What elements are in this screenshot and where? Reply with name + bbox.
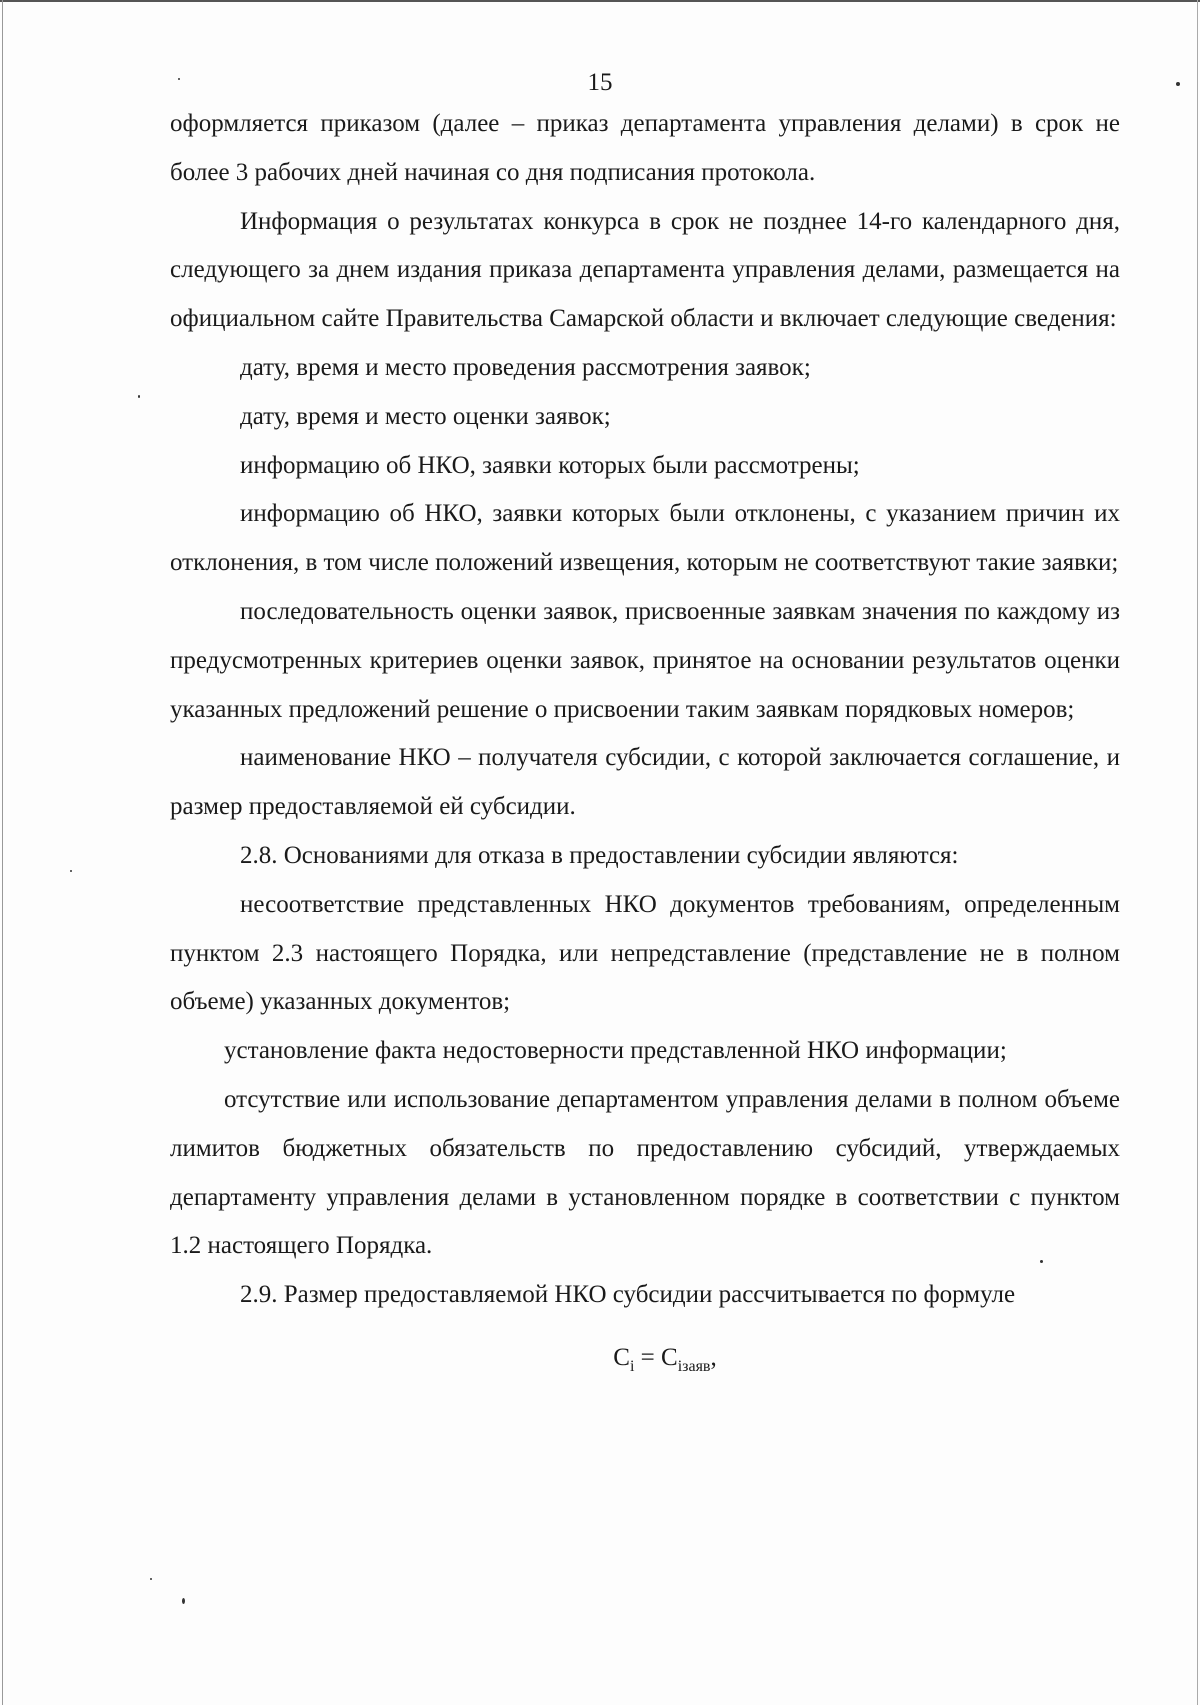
scan-speck xyxy=(70,870,72,872)
scan-speck xyxy=(150,1578,152,1580)
scan-speck xyxy=(1176,82,1180,86)
scan-speck xyxy=(138,395,140,398)
list-item-rejected-nko: информацию об НКО, заявки которых были отклонены, с указанием причин их отклонения, в том числе положений извещения, которым не соответствуют такие заявки; xyxy=(170,500,1120,577)
refusal-ground-2: установление факта недостоверности представленной НКО информации; xyxy=(224,1037,1007,1065)
page-number: 15 xyxy=(587,69,613,96)
subsidy-formula xyxy=(170,1334,1120,1392)
scan-speck xyxy=(1040,1260,1043,1263)
list-item-evaluation-sequence: последовательность оценки заявок, присвоенные заявкам значения по каждому из предусмотренных критериев оценки заявок, принятое на основании результатов оценки указанных предложений решение о присвоении таким заявкам порядковых номеров; xyxy=(170,597,1120,723)
paragraph-1: оформляется приказом (далее – приказ департамента управления делами) в срок не более 3 рабочих дней начиная со дня подписания протокола. xyxy=(170,110,1120,186)
list-item-evaluation-date: дату, время и место оценки заявок; xyxy=(240,402,611,430)
formula-lhs-subscript: i xyxy=(629,1357,635,1375)
section-2-8-heading: 2.8. Основаниями для отказа в предоставлении субсидии являются: xyxy=(240,841,959,869)
scan-top-border xyxy=(0,0,1200,2)
refusal-ground-3: отсутствие или использование департаментом управления делами в полном объеме лимитов бюджетных обязательств по предоставлению субсидий, утверждаемых департаменту управления делами в установленном порядке в соответствии с пунктом 1.2 настоящего Порядка. xyxy=(170,1085,1120,1260)
refusal-ground-1: несоответствие представленных НКО документов требованиям, определенным пунктом 2.3 настоящего Порядка, или непредставление (представление не в полном объеме) указанных документов; xyxy=(170,890,1120,1016)
formula-rhs: C xyxy=(661,1343,678,1371)
formula-rhs-subscript: iзаяв xyxy=(677,1357,711,1375)
scan-left-border xyxy=(2,0,3,1705)
document-body xyxy=(170,100,1120,1392)
formula-lhs: C xyxy=(613,1343,630,1371)
list-item-reviewed-nko: информацию об НКО, заявки которых были рассмотрены; xyxy=(240,451,860,479)
scan-speck xyxy=(182,1598,185,1604)
list-item-review-date: дату, время и место проведения рассмотрения заявок; xyxy=(240,353,811,381)
formula-trailing-comma: , xyxy=(710,1343,717,1371)
scan-speck xyxy=(178,78,180,80)
section-2-9-paragraph: 2.9. Размер предоставляемой НКО субсидии рассчитывается по формуле xyxy=(240,1281,1016,1309)
scan-right-border xyxy=(1197,0,1198,1705)
paragraph-2: Информация о результатах конкурса в срок не позднее 14-го календарного дня, следующего за днем издания приказа департамента управления делами, размещается на официальном сайте Правительства Самарской области и включает следующие сведения: xyxy=(170,207,1120,333)
list-item-recipient-name: наименование НКО – получателя субсидии, с которой заключается соглашение, и размер предоставляемой ей субсидии. xyxy=(170,744,1120,821)
formula-equals: = xyxy=(634,1343,662,1371)
